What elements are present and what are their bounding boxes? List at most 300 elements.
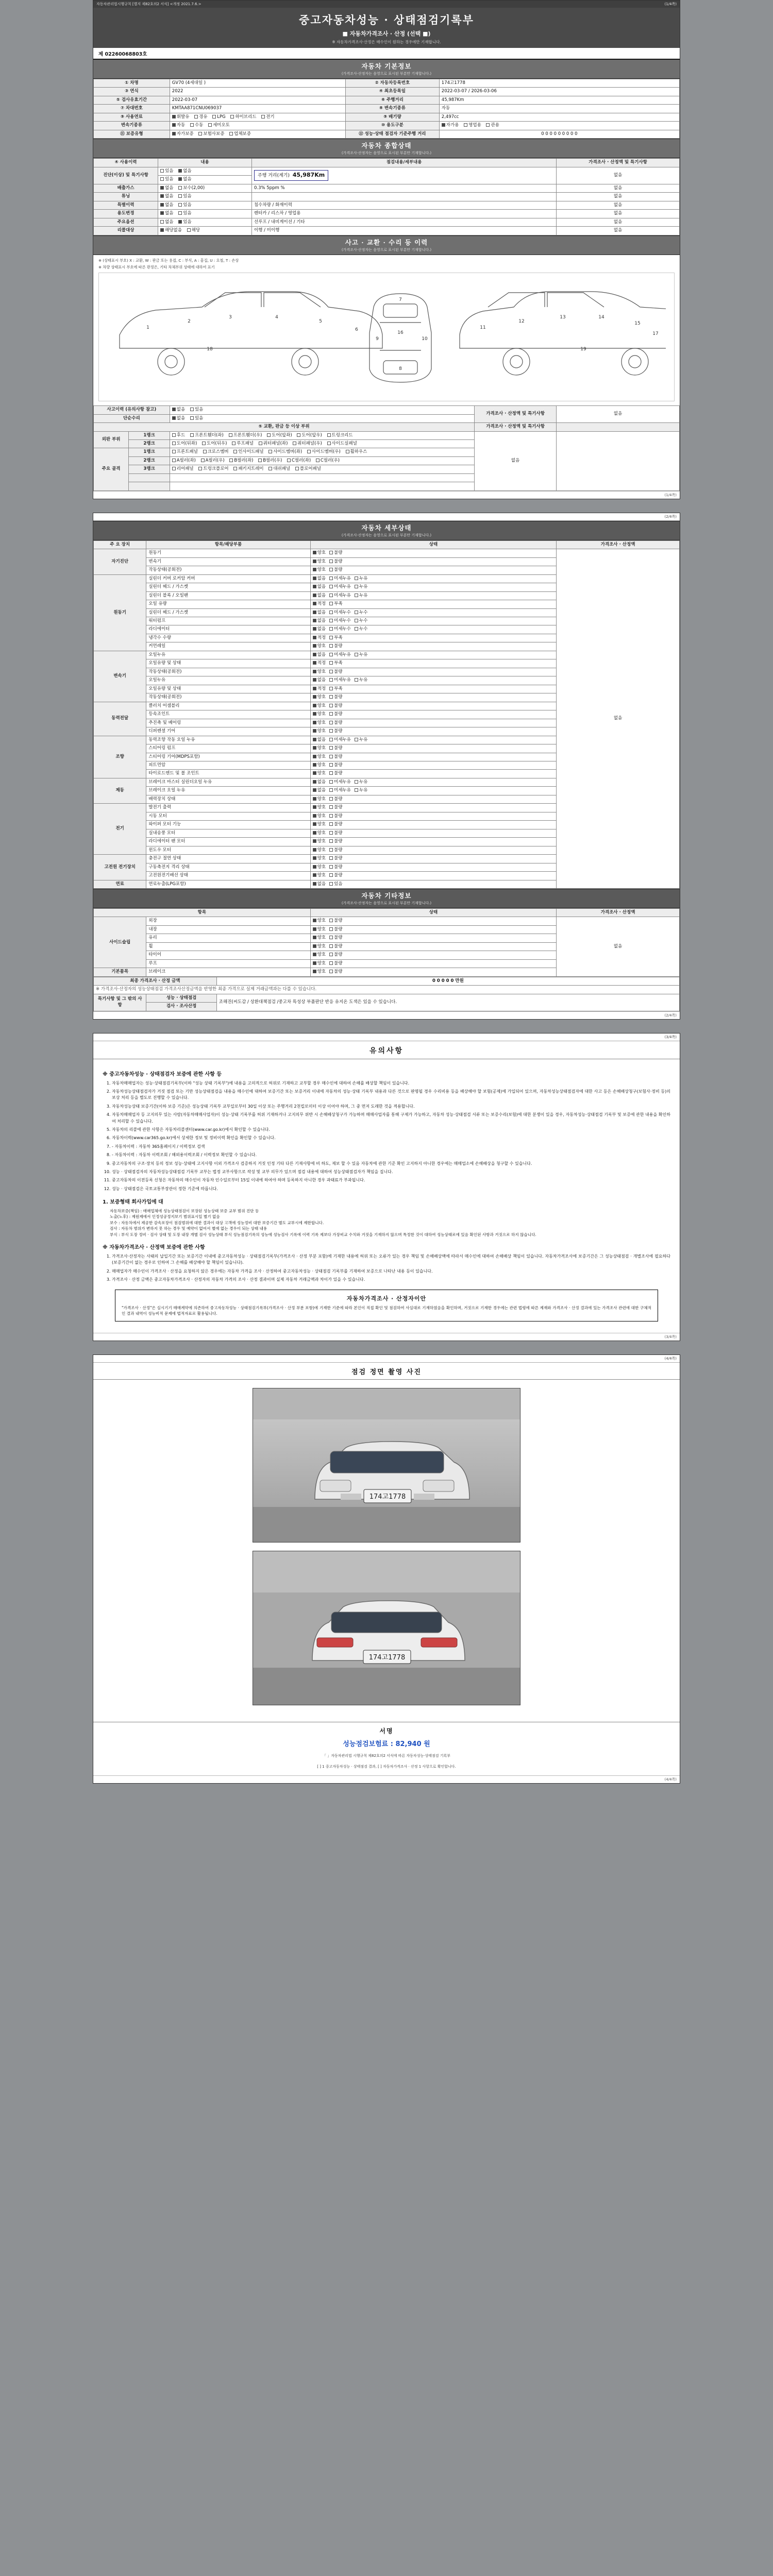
state-option[interactable] bbox=[355, 584, 367, 590]
checkbox-icon[interactable] bbox=[212, 115, 216, 118]
state-option[interactable] bbox=[313, 677, 326, 683]
state-option[interactable] bbox=[329, 814, 342, 819]
checkbox-icon[interactable] bbox=[160, 228, 164, 232]
checkbox-icon[interactable] bbox=[160, 211, 164, 215]
state-option[interactable] bbox=[355, 737, 367, 743]
part-option[interactable]: 리어패널 bbox=[172, 466, 194, 472]
overall-opts-7[interactable] bbox=[158, 227, 252, 235]
detail-item-state[interactable] bbox=[310, 880, 557, 888]
checkbox-icon[interactable] bbox=[190, 408, 194, 411]
state-option[interactable] bbox=[313, 788, 326, 793]
detail-item-state[interactable] bbox=[310, 812, 557, 820]
state-option[interactable] bbox=[329, 961, 342, 967]
checkbox-icon[interactable] bbox=[329, 755, 333, 758]
checkbox-icon[interactable] bbox=[329, 839, 333, 843]
checkbox-icon[interactable] bbox=[329, 927, 333, 931]
checkbox-icon[interactable] bbox=[313, 712, 316, 716]
fuel-options[interactable] bbox=[170, 113, 345, 121]
state-option[interactable] bbox=[329, 703, 342, 709]
checkbox-icon[interactable] bbox=[329, 678, 333, 682]
fuel-option-4[interactable]: 전기 bbox=[261, 114, 274, 120]
state-option[interactable] bbox=[313, 567, 326, 573]
other-item-state[interactable] bbox=[310, 951, 557, 959]
checkbox-icon[interactable] bbox=[187, 228, 191, 232]
use-options[interactable] bbox=[439, 122, 679, 130]
state-option[interactable] bbox=[329, 952, 342, 958]
state-option[interactable] bbox=[329, 805, 342, 810]
part-option[interactable]: 트렁크플로어 bbox=[198, 466, 228, 472]
checkbox-icon[interactable] bbox=[313, 763, 316, 767]
checkbox-icon[interactable] bbox=[355, 585, 358, 588]
checkbox-icon[interactable] bbox=[313, 944, 316, 948]
overall-opt-7-1[interactable]: 해당 bbox=[187, 228, 200, 233]
part-option[interactable]: 프론트휀더(좌) bbox=[190, 433, 224, 438]
checkbox-icon[interactable] bbox=[313, 805, 316, 809]
checkbox-icon[interactable] bbox=[178, 194, 182, 198]
checkbox-icon[interactable] bbox=[313, 814, 316, 818]
state-option[interactable] bbox=[313, 952, 326, 958]
checkbox-icon[interactable] bbox=[313, 678, 316, 682]
state-option[interactable] bbox=[355, 626, 367, 632]
checkbox-icon[interactable] bbox=[259, 442, 262, 445]
checkbox-icon[interactable] bbox=[329, 865, 333, 869]
checkbox-icon[interactable] bbox=[464, 123, 467, 127]
checkbox-icon[interactable] bbox=[329, 619, 333, 622]
detail-item-state[interactable] bbox=[310, 761, 557, 769]
part-option[interactable]: 도어(뒤우) bbox=[202, 441, 227, 447]
state-option[interactable] bbox=[313, 848, 326, 853]
detail-item-state[interactable] bbox=[310, 727, 557, 736]
checkbox-icon[interactable] bbox=[329, 653, 333, 656]
checkbox-icon[interactable] bbox=[313, 953, 316, 956]
detail-item-state[interactable] bbox=[310, 821, 557, 829]
state-option[interactable] bbox=[313, 779, 326, 785]
state-option[interactable] bbox=[313, 626, 326, 632]
checkbox-icon[interactable] bbox=[313, 755, 316, 758]
state-option[interactable] bbox=[313, 745, 326, 751]
fuel-option-1[interactable]: 경유 bbox=[194, 114, 207, 120]
checkbox-icon[interactable] bbox=[160, 177, 164, 181]
checkbox-icon[interactable] bbox=[178, 220, 182, 224]
checkbox-icon[interactable] bbox=[329, 627, 333, 631]
overall-opts-5[interactable] bbox=[158, 210, 252, 218]
state-option[interactable] bbox=[313, 969, 326, 975]
state-option[interactable] bbox=[313, 652, 326, 658]
state-option[interactable] bbox=[313, 643, 326, 649]
checkbox-icon[interactable] bbox=[329, 661, 333, 665]
checkbox-icon[interactable] bbox=[313, 865, 316, 869]
checkbox-icon[interactable] bbox=[172, 450, 176, 453]
checkbox-icon[interactable] bbox=[160, 220, 164, 224]
checkbox-icon[interactable] bbox=[313, 704, 316, 707]
checkbox-icon[interactable] bbox=[329, 763, 333, 767]
checkbox-icon[interactable] bbox=[329, 814, 333, 818]
state-option[interactable] bbox=[329, 601, 342, 607]
checkbox-icon[interactable] bbox=[313, 619, 316, 622]
overall-opt-3-0[interactable]: 없음 bbox=[160, 194, 173, 199]
part-option[interactable]: 쿼터패널(좌) bbox=[259, 441, 288, 447]
state-option[interactable] bbox=[355, 779, 367, 785]
state-option[interactable] bbox=[313, 593, 326, 599]
detail-item-state[interactable] bbox=[310, 634, 557, 642]
checkbox-icon[interactable] bbox=[313, 721, 316, 724]
detail-item-state[interactable] bbox=[310, 693, 557, 702]
checkbox-icon[interactable] bbox=[268, 450, 272, 453]
state-option[interactable] bbox=[329, 626, 351, 632]
checkbox-icon[interactable] bbox=[329, 585, 333, 588]
outer-rank-1-items[interactable] bbox=[170, 431, 474, 439]
checkbox-icon[interactable] bbox=[313, 551, 316, 554]
checkbox-icon[interactable] bbox=[178, 211, 182, 215]
checkbox-icon[interactable] bbox=[313, 839, 316, 843]
part-option[interactable]: 도어(앞좌) bbox=[267, 433, 292, 438]
state-option[interactable] bbox=[329, 873, 342, 878]
checkbox-icon[interactable] bbox=[295, 467, 299, 470]
state-option[interactable] bbox=[355, 652, 367, 658]
warranty-options[interactable] bbox=[170, 130, 345, 138]
state-option[interactable] bbox=[329, 669, 342, 675]
state-option[interactable] bbox=[329, 635, 342, 641]
state-option[interactable] bbox=[313, 814, 326, 819]
checkbox-icon[interactable] bbox=[313, 695, 316, 699]
accident-history-opts[interactable] bbox=[170, 406, 474, 414]
part-option[interactable]: C필러(좌) bbox=[287, 458, 311, 464]
checkbox-icon[interactable] bbox=[172, 459, 176, 462]
detail-item-state[interactable] bbox=[310, 608, 557, 617]
overall-opt-1-1[interactable]: 없음 bbox=[178, 177, 191, 182]
checkbox-icon[interactable] bbox=[329, 856, 333, 860]
transmission-option-0[interactable]: 자동 bbox=[172, 123, 185, 128]
checkbox-icon[interactable] bbox=[329, 805, 333, 809]
checkbox-icon[interactable] bbox=[313, 882, 316, 886]
detail-item-state[interactable] bbox=[310, 795, 557, 803]
state-option[interactable] bbox=[329, 584, 351, 590]
checkbox-icon[interactable] bbox=[268, 467, 272, 470]
state-option[interactable] bbox=[329, 737, 351, 743]
state-option[interactable] bbox=[313, 610, 326, 616]
checkbox-icon[interactable] bbox=[313, 602, 316, 605]
state-option[interactable] bbox=[313, 728, 326, 734]
outer-rank-2-items[interactable] bbox=[170, 439, 474, 448]
checkbox-icon[interactable] bbox=[178, 169, 182, 173]
state-option[interactable] bbox=[355, 576, 367, 582]
base-item-state[interactable] bbox=[310, 968, 557, 976]
checkbox-icon[interactable] bbox=[355, 678, 358, 682]
state-option[interactable] bbox=[313, 618, 326, 624]
checkbox-icon[interactable] bbox=[202, 442, 206, 445]
accident-history-opt-0[interactable]: 없음 bbox=[172, 407, 185, 413]
detail-item-state[interactable] bbox=[310, 625, 557, 634]
checkbox-icon[interactable] bbox=[229, 132, 233, 135]
state-option[interactable] bbox=[313, 796, 326, 802]
state-option[interactable] bbox=[313, 839, 326, 844]
checkbox-icon[interactable] bbox=[329, 822, 333, 826]
checkbox-icon[interactable] bbox=[355, 611, 358, 614]
state-option[interactable] bbox=[329, 643, 342, 649]
checkbox-icon[interactable] bbox=[194, 115, 198, 118]
state-option[interactable] bbox=[329, 728, 342, 734]
detail-item-state[interactable] bbox=[310, 872, 557, 880]
checkbox-icon[interactable] bbox=[313, 636, 316, 639]
other-item-state[interactable] bbox=[310, 959, 557, 968]
checkbox-icon[interactable] bbox=[172, 123, 176, 127]
state-option[interactable] bbox=[313, 635, 326, 641]
state-option[interactable] bbox=[329, 944, 342, 950]
overall-opt-2-0[interactable]: 없음 bbox=[160, 185, 173, 191]
overall-opt-4-0[interactable]: 없음 bbox=[160, 202, 173, 208]
state-option[interactable] bbox=[313, 703, 326, 709]
state-option[interactable] bbox=[313, 737, 326, 743]
state-option[interactable] bbox=[313, 559, 326, 565]
warranty-option-1[interactable]: 보험사보증 bbox=[198, 131, 224, 137]
checkbox-icon[interactable] bbox=[160, 203, 164, 207]
state-option[interactable] bbox=[313, 831, 326, 836]
state-option[interactable] bbox=[329, 771, 342, 776]
part-option[interactable]: 후드 bbox=[172, 433, 185, 438]
state-option[interactable] bbox=[329, 865, 342, 870]
state-option[interactable] bbox=[329, 660, 342, 666]
state-option[interactable] bbox=[329, 618, 351, 624]
detail-item-state[interactable] bbox=[310, 583, 557, 591]
state-option[interactable] bbox=[355, 593, 367, 599]
checkbox-icon[interactable] bbox=[329, 848, 333, 852]
detail-item-state[interactable] bbox=[310, 804, 557, 812]
checkbox-icon[interactable] bbox=[201, 459, 205, 462]
simple-repair-opts[interactable] bbox=[170, 414, 474, 422]
overall-opt-7-0[interactable]: 해당없음 bbox=[160, 228, 182, 233]
use-option-1[interactable]: 영업용 bbox=[464, 123, 481, 128]
detail-item-state[interactable] bbox=[310, 863, 557, 871]
state-option[interactable] bbox=[329, 779, 351, 785]
state-option[interactable] bbox=[355, 618, 367, 624]
overall-opt-5-1[interactable]: 있음 bbox=[178, 211, 191, 216]
state-option[interactable] bbox=[329, 831, 342, 836]
part-option[interactable]: 사이드멤버(좌) bbox=[268, 449, 302, 455]
checkbox-icon[interactable] bbox=[313, 738, 316, 741]
state-option[interactable] bbox=[329, 927, 342, 933]
checkbox-icon[interactable] bbox=[313, 611, 316, 614]
overall-opt-1-0[interactable]: 있음 bbox=[160, 177, 173, 182]
checkbox-icon[interactable] bbox=[190, 433, 194, 437]
checkbox-icon[interactable] bbox=[329, 551, 333, 554]
state-option[interactable] bbox=[313, 805, 326, 810]
overall-opts-0[interactable] bbox=[158, 167, 252, 175]
checkbox-icon[interactable] bbox=[313, 560, 316, 563]
checkbox-icon[interactable] bbox=[329, 788, 333, 792]
checkbox-icon[interactable] bbox=[329, 602, 333, 605]
state-option[interactable] bbox=[313, 918, 326, 924]
other-item-state[interactable] bbox=[310, 917, 557, 925]
checkbox-icon[interactable] bbox=[329, 644, 333, 648]
overall-opt-6-1[interactable]: 있음 bbox=[178, 219, 191, 225]
state-option[interactable] bbox=[313, 550, 326, 556]
checkbox-icon[interactable] bbox=[297, 433, 300, 437]
checkbox-icon[interactable] bbox=[329, 771, 333, 775]
checkbox-icon[interactable] bbox=[313, 873, 316, 877]
checkbox-icon[interactable] bbox=[346, 450, 349, 453]
checkbox-icon[interactable] bbox=[172, 442, 176, 445]
state-option[interactable] bbox=[313, 584, 326, 590]
other-item-state[interactable] bbox=[310, 942, 557, 951]
checkbox-icon[interactable] bbox=[229, 459, 233, 462]
overall-opt-2-1[interactable]: 보수(2,00) bbox=[178, 185, 205, 191]
checkbox-icon[interactable] bbox=[355, 577, 358, 580]
checkbox-icon[interactable] bbox=[230, 115, 234, 118]
checkbox-icon[interactable] bbox=[313, 780, 316, 784]
use-option-2[interactable]: 관용 bbox=[486, 123, 499, 128]
checkbox-icon[interactable] bbox=[172, 132, 176, 135]
detail-item-state[interactable] bbox=[310, 770, 557, 778]
state-option[interactable] bbox=[313, 935, 326, 941]
other-item-state[interactable] bbox=[310, 925, 557, 934]
detail-item-state[interactable] bbox=[310, 557, 557, 566]
overall-opt-0-0[interactable]: 있음 bbox=[160, 168, 173, 174]
state-option[interactable] bbox=[313, 944, 326, 950]
checkbox-icon[interactable] bbox=[178, 177, 182, 181]
state-option[interactable] bbox=[313, 694, 326, 700]
state-option[interactable] bbox=[313, 856, 326, 861]
checkbox-icon[interactable] bbox=[172, 416, 176, 420]
use-option-0[interactable]: 자가용 bbox=[442, 123, 459, 128]
checkbox-icon[interactable] bbox=[198, 467, 202, 470]
part-option[interactable]: 도어(앞우) bbox=[297, 433, 322, 438]
frame-rank-2-items[interactable] bbox=[170, 456, 474, 465]
checkbox-icon[interactable] bbox=[329, 729, 333, 733]
checkbox-icon[interactable] bbox=[160, 194, 164, 198]
part-option[interactable]: A필러(좌) bbox=[172, 458, 196, 464]
detail-item-state[interactable] bbox=[310, 719, 557, 727]
checkbox-icon[interactable] bbox=[329, 611, 333, 614]
state-option[interactable] bbox=[313, 961, 326, 967]
checkbox-icon[interactable] bbox=[229, 433, 232, 437]
fuel-option-3[interactable]: 하이브리드 bbox=[230, 114, 256, 120]
checkbox-icon[interactable] bbox=[160, 169, 164, 173]
checkbox-icon[interactable] bbox=[329, 577, 333, 580]
part-option[interactable]: 프론트패널 bbox=[172, 449, 198, 455]
state-option[interactable] bbox=[355, 788, 367, 793]
frame-rank-1-items[interactable] bbox=[170, 448, 474, 456]
state-option[interactable] bbox=[329, 788, 351, 793]
part-option[interactable]: 인사이드패널 bbox=[233, 449, 263, 455]
state-option[interactable] bbox=[329, 610, 351, 616]
state-option[interactable] bbox=[313, 660, 326, 666]
overall-opt-5-0[interactable]: 없음 bbox=[160, 211, 173, 216]
checkbox-icon[interactable] bbox=[355, 627, 358, 631]
part-option[interactable]: 트렁크리드 bbox=[327, 433, 353, 438]
part-option[interactable]: 루프패널 bbox=[232, 441, 254, 447]
state-option[interactable] bbox=[313, 720, 326, 726]
checkbox-icon[interactable] bbox=[313, 788, 316, 792]
checkbox-icon[interactable] bbox=[486, 123, 490, 127]
checkbox-icon[interactable] bbox=[329, 873, 333, 877]
detail-item-state[interactable] bbox=[310, 617, 557, 625]
checkbox-icon[interactable] bbox=[313, 729, 316, 733]
part-option[interactable]: 프론트휀더(우) bbox=[229, 433, 262, 438]
checkbox-icon[interactable] bbox=[198, 132, 202, 135]
checkbox-icon[interactable] bbox=[329, 721, 333, 724]
checkbox-icon[interactable] bbox=[313, 822, 316, 826]
checkbox-icon[interactable] bbox=[313, 687, 316, 690]
checkbox-icon[interactable] bbox=[442, 123, 445, 127]
checkbox-icon[interactable] bbox=[233, 450, 237, 453]
checkbox-icon[interactable] bbox=[313, 927, 316, 931]
overall-opts-2[interactable] bbox=[158, 184, 252, 192]
detail-item-state[interactable] bbox=[310, 838, 557, 846]
detail-item-state[interactable] bbox=[310, 702, 557, 710]
checkbox-icon[interactable] bbox=[313, 661, 316, 665]
state-option[interactable] bbox=[313, 771, 326, 776]
checkbox-icon[interactable] bbox=[313, 568, 316, 571]
checkbox-icon[interactable] bbox=[313, 746, 316, 750]
overall-opt-0-1[interactable]: 없음 bbox=[178, 168, 191, 174]
detail-item-state[interactable] bbox=[310, 676, 557, 685]
checkbox-icon[interactable] bbox=[355, 738, 358, 741]
state-option[interactable] bbox=[329, 969, 342, 975]
state-option[interactable] bbox=[355, 677, 367, 683]
state-option[interactable] bbox=[313, 754, 326, 760]
checkbox-icon[interactable] bbox=[329, 568, 333, 571]
state-option[interactable] bbox=[329, 711, 342, 717]
checkbox-icon[interactable] bbox=[313, 644, 316, 648]
part-option[interactable]: A필러(우) bbox=[201, 458, 225, 464]
state-option[interactable] bbox=[313, 822, 326, 827]
state-option[interactable] bbox=[329, 559, 342, 565]
checkbox-icon[interactable] bbox=[172, 433, 176, 437]
detail-item-state[interactable] bbox=[310, 668, 557, 676]
state-option[interactable] bbox=[329, 745, 342, 751]
part-option[interactable]: 사이드멤버(우) bbox=[307, 449, 341, 455]
part-option[interactable]: 크로스멤버 bbox=[203, 449, 229, 455]
checkbox-icon[interactable] bbox=[313, 670, 316, 673]
state-option[interactable] bbox=[329, 839, 342, 844]
checkbox-icon[interactable] bbox=[313, 771, 316, 775]
state-option[interactable] bbox=[313, 711, 326, 717]
checkbox-icon[interactable] bbox=[329, 919, 333, 922]
state-option[interactable] bbox=[329, 694, 342, 700]
state-option[interactable] bbox=[313, 762, 326, 768]
detail-item-state[interactable] bbox=[310, 549, 557, 557]
detail-item-state[interactable] bbox=[310, 685, 557, 693]
state-option[interactable] bbox=[329, 593, 351, 599]
checkbox-icon[interactable] bbox=[313, 961, 316, 965]
checkbox-icon[interactable] bbox=[313, 856, 316, 860]
state-option[interactable] bbox=[329, 856, 342, 861]
accident-history-opt-1[interactable]: 있음 bbox=[190, 407, 203, 413]
transmission-option-1[interactable]: 수동 bbox=[190, 123, 203, 128]
checkbox-icon[interactable] bbox=[329, 831, 333, 835]
checkbox-icon[interactable] bbox=[355, 594, 358, 597]
checkbox-icon[interactable] bbox=[178, 203, 182, 207]
checkbox-icon[interactable] bbox=[178, 186, 182, 190]
checkbox-icon[interactable] bbox=[258, 459, 262, 462]
checkbox-icon[interactable] bbox=[329, 953, 333, 956]
checkbox-icon[interactable] bbox=[329, 797, 333, 801]
checkbox-icon[interactable] bbox=[313, 831, 316, 835]
state-option[interactable] bbox=[329, 918, 342, 924]
checkbox-icon[interactable] bbox=[329, 670, 333, 673]
fuel-option-0[interactable]: 휘발유 bbox=[172, 114, 190, 120]
state-option[interactable] bbox=[313, 686, 326, 692]
state-option[interactable] bbox=[329, 935, 342, 941]
frame-rank-3-items[interactable] bbox=[170, 465, 474, 473]
part-option[interactable]: 쿼터패널(우) bbox=[293, 441, 322, 447]
transmission-options[interactable] bbox=[170, 122, 345, 130]
checkbox-icon[interactable] bbox=[313, 577, 316, 580]
checkbox-icon[interactable] bbox=[307, 450, 311, 453]
checkbox-icon[interactable] bbox=[313, 594, 316, 597]
state-option[interactable] bbox=[313, 882, 326, 887]
checkbox-icon[interactable] bbox=[329, 970, 333, 973]
